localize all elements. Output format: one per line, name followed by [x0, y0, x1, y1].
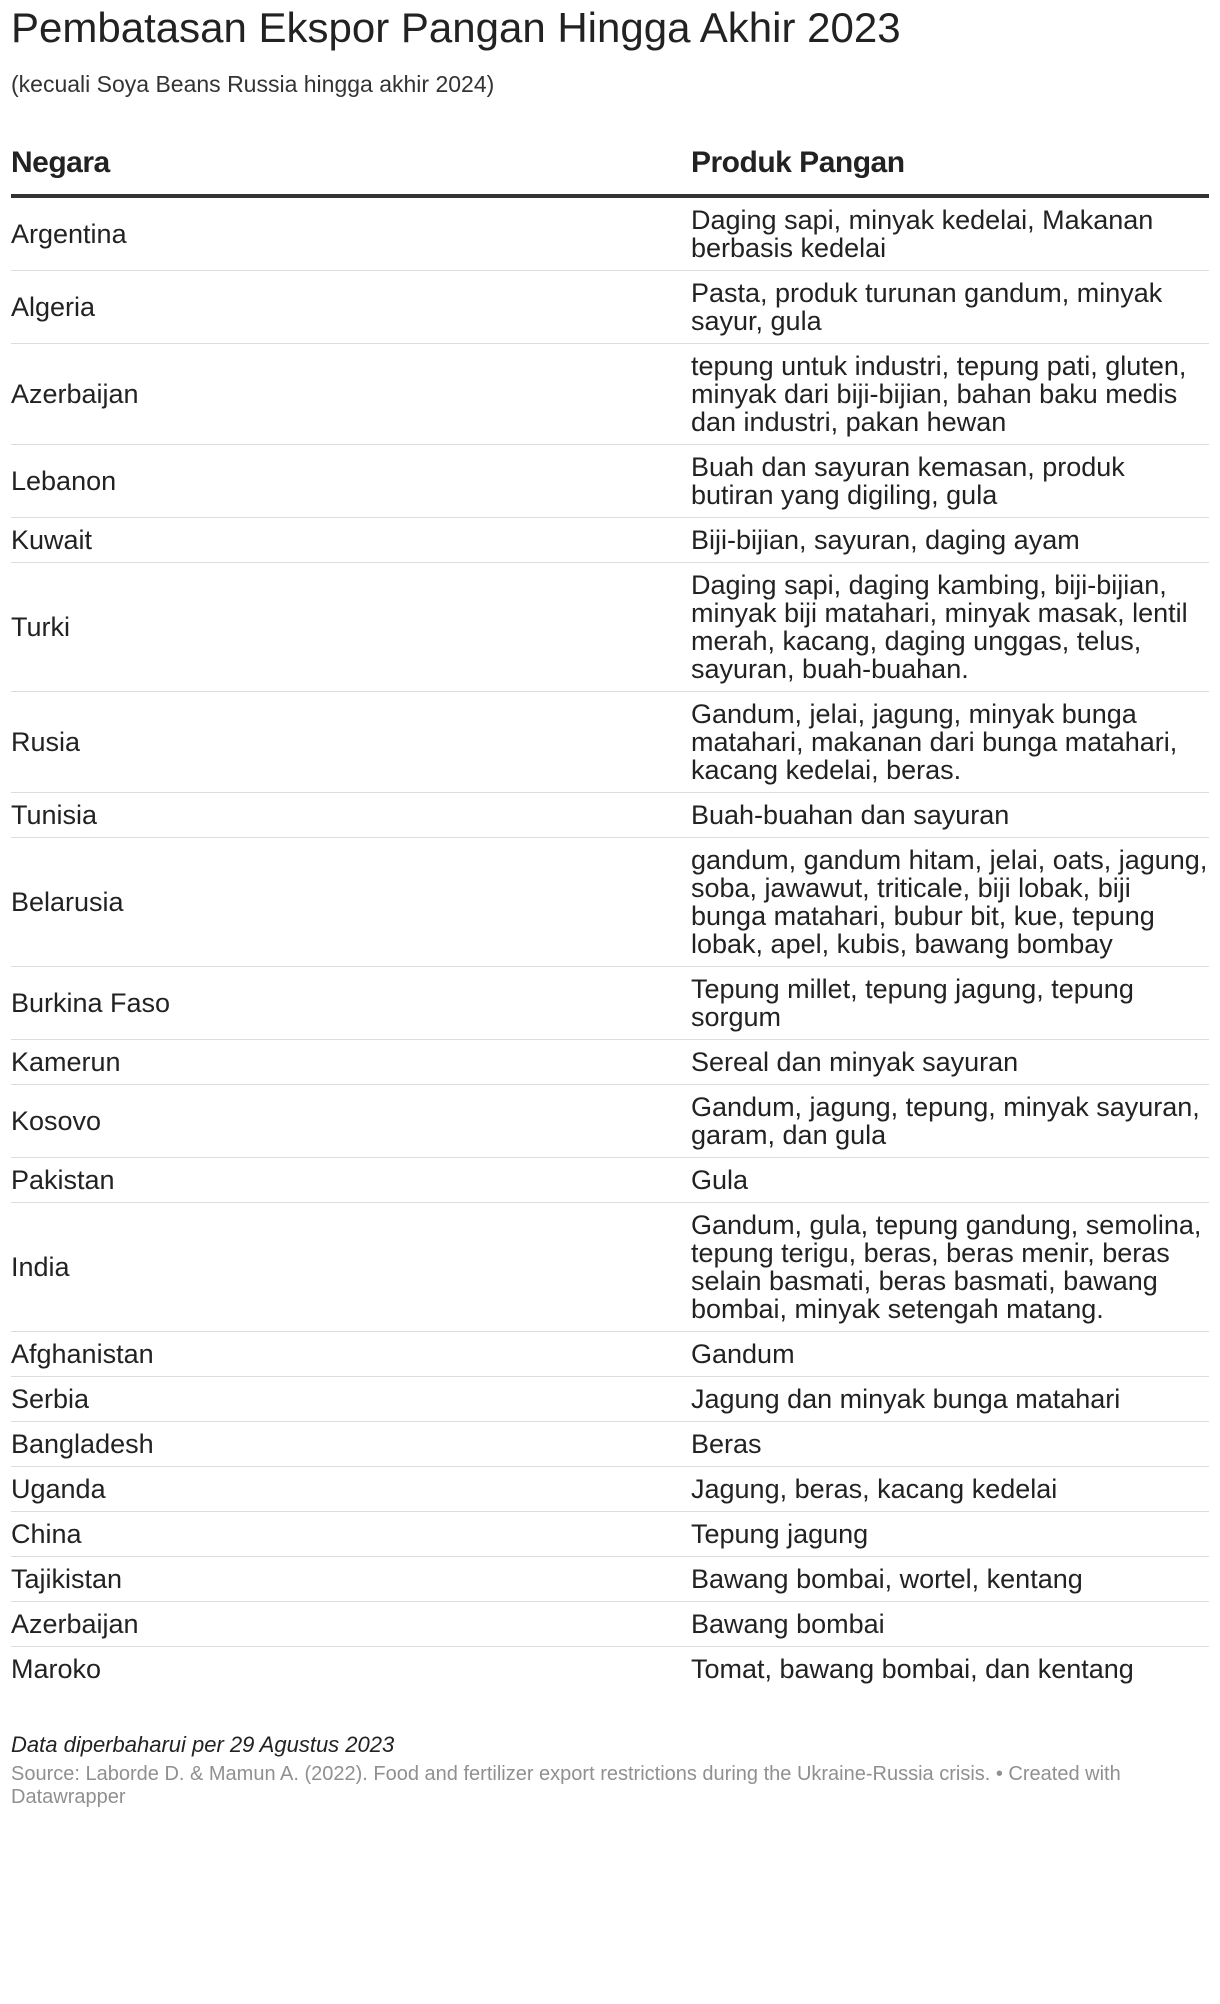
table-row [11, 1467, 1209, 1512]
chart-source: Source: Laborde D. & Mamun A. (2022). Food and fertilizer export restrictions during the Ukraine-Russia crisis. • Created with Datawrapper [11, 1763, 1121, 1808]
product-cell: Jagung dan minyak bunga matahari [691, 1377, 1209, 1422]
country-cell: Afghanistan [11, 1332, 691, 1377]
product-cell: Biji-bijian, sayuran, daging ayam [691, 518, 1209, 563]
country-cell: Burkina Faso [11, 967, 691, 1040]
table-row [11, 1377, 1209, 1422]
table-row [11, 196, 1209, 271]
column-header-negara: Negara [11, 146, 691, 196]
table-row [11, 838, 1209, 967]
country-cell: Rusia [11, 692, 691, 793]
product-cell: Bawang bombai [691, 1602, 1209, 1647]
country-cell: Uganda [11, 1467, 691, 1512]
product-cell: Beras [691, 1422, 1209, 1467]
country-cell: Argentina [11, 196, 691, 271]
product-cell: Jagung, beras, kacang kedelai [691, 1467, 1209, 1512]
product-cell: Daging sapi, minyak kedelai, Makanan berbasis kedelai [691, 196, 1209, 271]
chart-subtitle: (kecuali Soya Beans Russia hingga akhir 2024) [11, 71, 495, 97]
table-row [11, 1647, 1209, 1692]
product-cell: Gandum, jelai, jagung, minyak bunga matahari, makanan dari bunga matahari, kacang kedelai, beras. [691, 692, 1209, 793]
product-cell: Tomat, bawang bombai, dan kentang [691, 1654, 1134, 1684]
table-row [11, 518, 1209, 563]
chart-title: Pembatasan Ekspor Pangan Hingga Akhir 2023 [11, 4, 901, 51]
product-cell: Tepung jagung [691, 1512, 1209, 1557]
table-row [11, 967, 1209, 1040]
country-cell: Algeria [11, 271, 691, 344]
product-cell: tepung untuk industri, tepung pati, gluten, minyak dari biji-bijian, bahan baku medis dan industri, pakan hewan [691, 344, 1209, 445]
table-row [11, 1085, 1209, 1158]
table-row [11, 692, 1209, 793]
product-cell: Gula [691, 1158, 1209, 1203]
country-cell: China [11, 1512, 691, 1557]
country-cell: Lebanon [11, 445, 691, 518]
product-cell: Sereal dan minyak sayuran [691, 1040, 1209, 1085]
country-cell: India [11, 1203, 691, 1332]
table-row [11, 271, 1209, 344]
product-cell: Gandum [691, 1332, 1209, 1377]
table-row [11, 344, 1209, 445]
table-row [11, 793, 1209, 838]
country-cell: Kuwait [11, 518, 691, 563]
country-cell: Tunisia [11, 793, 691, 838]
country-cell: Belarusia [11, 838, 691, 967]
country-cell: Azerbaijan [11, 1602, 691, 1647]
country-cell: Kosovo [11, 1085, 691, 1158]
column-header-produk: Produk Pangan [691, 146, 1209, 196]
country-cell: Maroko [11, 1654, 102, 1684]
table-row [11, 445, 1209, 518]
table-row [11, 563, 1209, 692]
product-cell: Tepung millet, tepung jagung, tepung sorgum [691, 967, 1209, 1040]
product-cell: Buah-buahan dan sayuran [691, 793, 1209, 838]
table-row [11, 1512, 1209, 1557]
product-cell: Buah dan sayuran kemasan, produk butiran yang digiling, gula [691, 445, 1209, 518]
table-row [11, 1332, 1209, 1377]
table-body [11, 196, 1209, 1691]
country-cell: Serbia [11, 1377, 691, 1422]
country-cell: Azerbaijan [11, 344, 691, 445]
country-cell: Kamerun [11, 1040, 691, 1085]
table-row [11, 1158, 1209, 1203]
product-cell: Pasta, produk turunan gandum, minyak sayur, gula [691, 271, 1209, 344]
chart-notes: Data diperbaharui per 29 Agustus 2023 [11, 1732, 395, 1757]
country-cell: Bangladesh [11, 1422, 691, 1467]
data-table [11, 146, 1209, 1691]
product-cell: Bawang bombai, wortel, kentang [691, 1557, 1209, 1602]
product-cell: Daging sapi, daging kambing, biji-bijian, minyak biji matahari, minyak masak, lentil merah, kacang, daging unggas, telus, sayuran, buah-buahan. [691, 563, 1209, 692]
product-cell: Gandum, gula, tepung gandung, semolina, tepung terigu, beras, beras menir, beras selain basmati, beras basmati, bawang bombai, minyak setengah matang. [691, 1203, 1209, 1332]
table-row [11, 1203, 1209, 1332]
table-row [11, 1557, 1209, 1602]
table-header-row [11, 146, 1209, 196]
country-cell: Pakistan [11, 1158, 691, 1203]
country-cell: Turki [11, 563, 691, 692]
country-cell: Tajikistan [11, 1557, 691, 1602]
table-row [11, 1040, 1209, 1085]
table-row [11, 1602, 1209, 1647]
table-chart [11, 0, 1209, 1809]
table-row [11, 1422, 1209, 1467]
product-cell: gandum, gandum hitam, jelai, oats, jagung, soba, jawawut, triticale, biji lobak, biji bunga matahari, bubur bit, kue, tepung lobak, apel, kubis, bawang bombay [691, 838, 1209, 967]
product-cell: Gandum, jagung, tepung, minyak sayuran, garam, dan gula [691, 1085, 1209, 1158]
